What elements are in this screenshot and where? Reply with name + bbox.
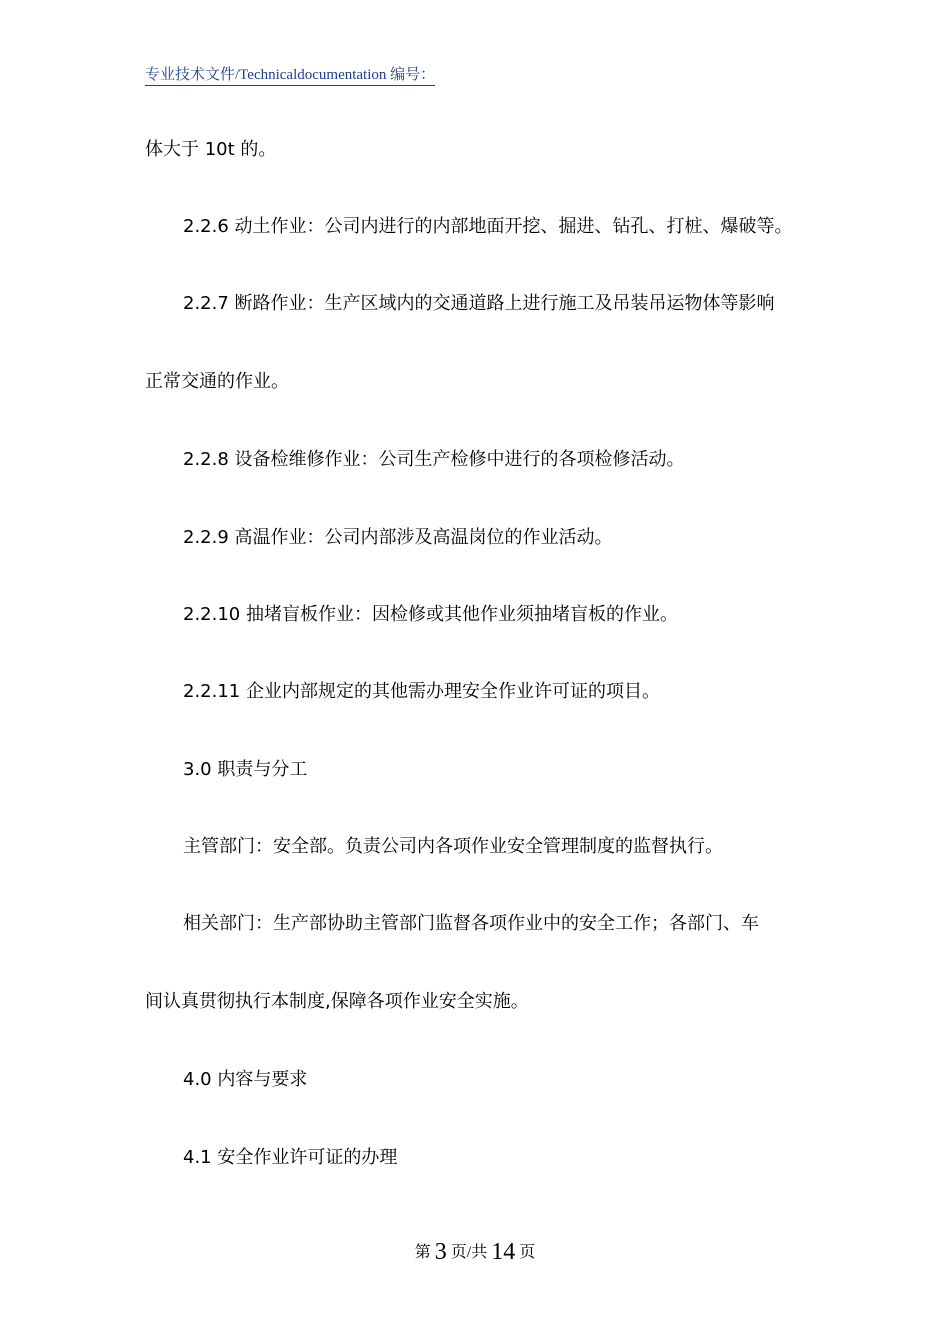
paragraph-line-3: 2.2.7 断路作业：生产区域内的交通道路上进行施工及吊装吊运物体等影响 (183, 293, 775, 314)
paragraph-line-11: 相关部门：生产部协助主管部门监督各项作业中的安全工作；各部门、车 (183, 913, 759, 934)
section-heading-3-0: 3.0 职责与分工 (183, 759, 308, 780)
footer-middle: 页/共 (446, 1244, 492, 1261)
paragraph-line-6: 2.2.9 高温作业：公司内部涉及高温岗位的作业活动。 (183, 527, 613, 548)
section-heading-4-1: 4.1 安全作业许可证的办理 (183, 1147, 398, 1168)
paragraph-line-2: 2.2.6 动土作业：公司内进行的内部地面开挖、掘进、钻孔、打桩、爆破等。 (183, 216, 793, 237)
paragraph-line-12: 间认真贯彻执行本制度,保障各项作业安全实施。 (145, 991, 529, 1012)
section-heading-4-0: 4.0 内容与要求 (183, 1069, 308, 1090)
paragraph-line-10: 主管部门：安全部。负责公司内各项作业安全管理制度的监督执行。 (183, 836, 723, 857)
paragraph-line-1: 体大于 10t 的。 (145, 139, 277, 160)
document-header: 专业技术文件/Technicaldocumentation 编号： (145, 66, 435, 86)
footer-prefix: 第 (414, 1244, 435, 1261)
paragraph-line-8: 2.2.11 企业内部规定的其他需办理安全作业许可证的项目。 (183, 681, 660, 702)
footer-suffix: 页 (515, 1244, 536, 1261)
current-page-number: 3 (434, 1239, 447, 1265)
page-footer (0, 1238, 950, 1267)
paragraph-line-7: 2.2.10 抽堵盲板作业：因检修或其他作业须抽堵盲板的作业。 (183, 604, 678, 625)
total-page-number: 14 (491, 1239, 516, 1265)
paragraph-line-5: 2.2.8 设备检维修作业：公司生产检修中进行的各项检修活动。 (183, 449, 685, 470)
paragraph-line-4: 正常交通的作业。 (145, 371, 289, 392)
